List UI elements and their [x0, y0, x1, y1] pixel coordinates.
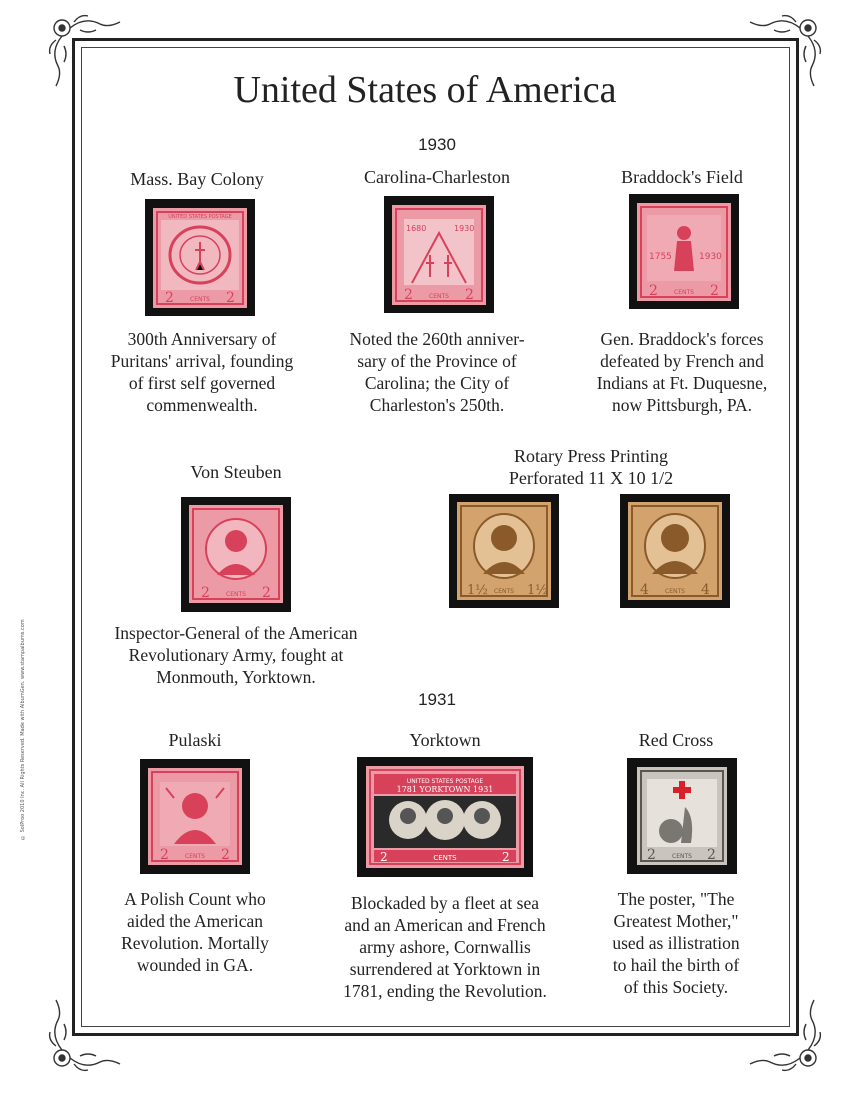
svg-text:2: 2: [649, 283, 658, 299]
stamp-desc-yorktown: Blockaded by a fleet at sea and an American and French army ashore, Cornwallis surrendered at Yorktown in 1781, ending the Revolution.: [343, 893, 547, 1001]
svg-text:2: 2: [502, 850, 510, 864]
svg-text:2: 2: [160, 847, 169, 863]
stamp-label-pulaski: Pulaski: [168, 730, 222, 750]
stamp-label-rotary: Rotary Press Printing Perforated 11 X 10 1/2: [508, 446, 674, 488]
page-title: United States of America: [233, 69, 617, 111]
copyright-note: © SolProo 2010 Inc. All Rights Reserved. Made with AlbumGen. www.stampalbums.com: [20, 619, 26, 840]
stamp-steuben: [189, 505, 283, 603]
svg-text:2: 2: [262, 585, 271, 601]
svg-text:2: 2: [380, 850, 388, 864]
svg-text:CENTS: CENTS: [190, 296, 210, 303]
svg-text:2: 2: [221, 847, 230, 863]
svg-text:CENTS: CENTS: [672, 853, 692, 860]
svg-text:1930: 1930: [699, 252, 722, 262]
stamp-desc-steuben: Inspector-General of the American Revolutionary Army, fought at Monmouth, Yorktown.: [114, 623, 358, 687]
stamp-label-steuben: Von Steuben: [190, 462, 282, 482]
svg-text:CENTS: CENTS: [674, 289, 694, 296]
stamp-label-yorktown: Yorktown: [409, 730, 481, 750]
svg-text:1680: 1680: [406, 224, 427, 233]
svg-text:1755: 1755: [649, 252, 672, 262]
year-heading-1930: 1930: [418, 135, 456, 154]
stamp-pulaski: [148, 768, 242, 865]
svg-text:2: 2: [707, 847, 716, 863]
stamp-desc-mass-bay: 300th Anniversary of Puritans' arrival, founding of first self governed commenwealth.: [110, 329, 294, 415]
svg-text:2: 2: [165, 290, 174, 306]
svg-text:2: 2: [647, 847, 656, 863]
svg-text:2: 2: [201, 585, 210, 601]
svg-text:4: 4: [701, 582, 710, 598]
stamp-desc-braddock: Gen. Braddock's forces defeated by French and Indians at Ft. Duquesne, now Pittsburgh, PA.: [596, 329, 768, 415]
stamp-desc-redcross: The poster, "The Greatest Mother," used as illistration to hail the birth of of this Society.: [612, 889, 740, 997]
stamp-taft: [628, 502, 722, 600]
svg-text:2: 2: [404, 287, 413, 303]
year-heading-1931: 1931: [418, 690, 456, 709]
svg-text:4: 4: [640, 582, 649, 598]
svg-text:UNITED STATES POSTAGE: UNITED STATES POSTAGE: [406, 778, 484, 785]
svg-text:2: 2: [710, 283, 719, 299]
stamp-desc-pulaski: A Polish Count who aided the American Revolution. Mortally wounded in GA.: [121, 889, 269, 975]
stamp-carolina: [392, 205, 486, 305]
svg-text:2: 2: [465, 287, 474, 303]
svg-text:CENTS: CENTS: [665, 588, 685, 595]
svg-text:1½: 1½: [467, 583, 488, 598]
stamp-label-redcross: Red Cross: [638, 730, 714, 750]
svg-text:1½: 1½: [527, 583, 548, 598]
svg-text:1930: 1930: [454, 224, 475, 233]
stamp-braddock: [637, 203, 731, 301]
svg-text:2: 2: [226, 290, 235, 306]
svg-text:CENTS: CENTS: [433, 854, 457, 862]
stamp-label-mass-bay: Mass. Bay Colony: [130, 169, 264, 189]
stamp-label-braddock: Braddock's Field: [621, 167, 743, 187]
stamp-mass-bay: [153, 208, 247, 308]
svg-text:CENTS: CENTS: [185, 853, 205, 860]
stamp-desc-carolina: Noted the 260th anniver- sary of the Province of Carolina; the City of Charleston's 250th.: [349, 329, 525, 415]
stamp-label-carolina: Carolina-Charleston: [364, 167, 510, 187]
ornament-bottom-left-icon: [40, 990, 130, 1080]
svg-text:UNITED STATES POSTAGE: UNITED STATES POSTAGE: [168, 214, 232, 220]
stamp-harding: [457, 502, 551, 600]
stamp-yorktown: [366, 766, 524, 868]
ornament-bottom-right-icon: [740, 990, 830, 1080]
stamp-redcross: [637, 767, 727, 865]
svg-text:1781 YORKTOWN 1931: 1781 YORKTOWN 1931: [396, 785, 494, 794]
svg-text:CENTS: CENTS: [226, 591, 246, 598]
svg-text:CENTS: CENTS: [429, 293, 449, 300]
svg-text:CENTS: CENTS: [494, 588, 514, 595]
